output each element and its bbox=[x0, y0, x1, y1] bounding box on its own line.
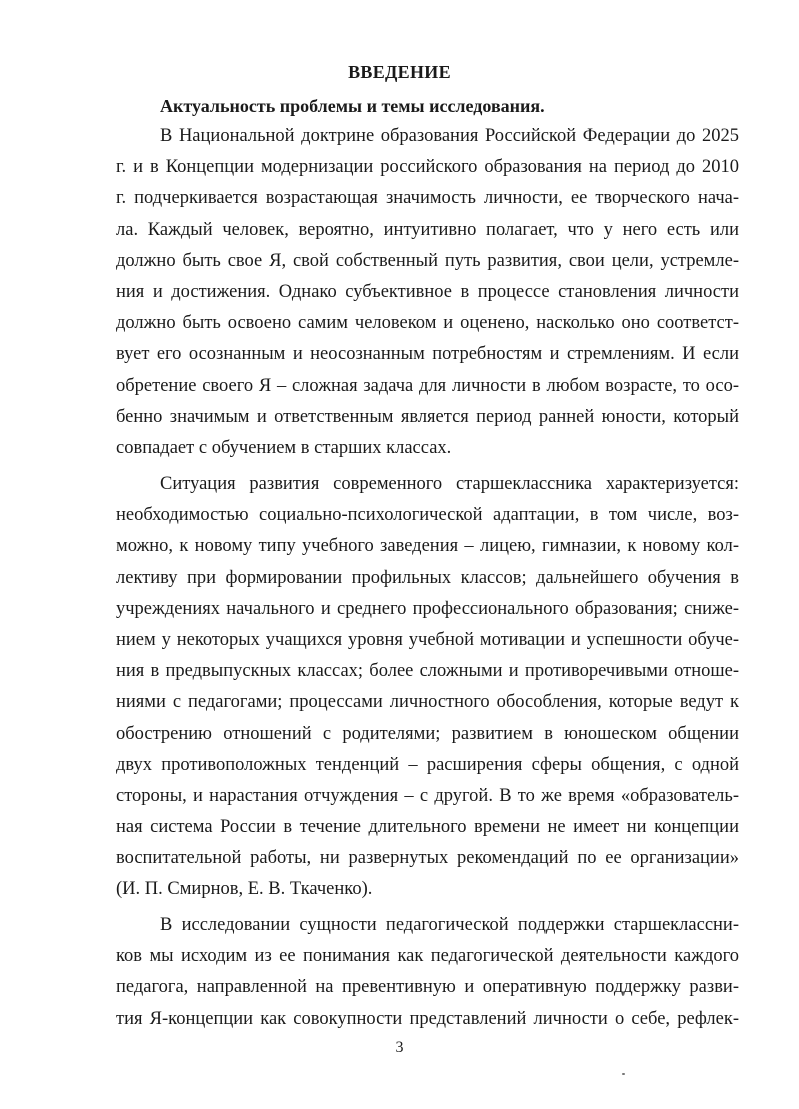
text-line: ния в предвыпускных классах; более сложными и противоречивыми отноше- bbox=[116, 661, 739, 682]
text-line: г. подчеркивается возрастающая значимость личности, ее творческого нача- bbox=[116, 188, 739, 209]
page-number: 3 bbox=[395, 1039, 404, 1056]
text-line: ния и достижения. Однако субъективное в процессе становления личности bbox=[116, 281, 739, 302]
text-line: необходимостью социально-психологической адаптации, в том числе, воз- bbox=[116, 505, 739, 526]
section-subtitle: Актуальность проблемы и темы исследования. bbox=[160, 96, 545, 116]
text-line: Ситуация развития современного старшеклассника характеризуется: bbox=[160, 474, 739, 494]
text-line: педагога, направленной на превентивную и оперативную поддержку разви- bbox=[116, 977, 739, 998]
text-line: ков мы исходим из ее понимания как педагогической деятельности каждого bbox=[116, 946, 739, 967]
section-title: ВВЕДЕНИЕ bbox=[348, 62, 451, 82]
text-line: вует его осознанным и неосознанным потребностям и стремлениям. И если bbox=[116, 344, 739, 365]
text-line: ная система России в течение длительного времени не имеет ни концепции bbox=[116, 817, 739, 838]
text-line: совпадает с обучением в старших классах. bbox=[116, 437, 452, 458]
text-line: (И. П. Смирнов, Е. В. Ткаченко). bbox=[116, 879, 373, 900]
text-line: воспитательной работы, ни развернутых рекомендаций по ее организации» bbox=[116, 848, 739, 869]
text-line: стороны, и нарастания отчуждения – с другой. В то же время «образователь- bbox=[116, 785, 739, 806]
text-line: обретение своего Я – сложная задача для личности в любом возрасте, то осо- bbox=[116, 375, 739, 396]
text-line: должно быть освоено самим человеком и оценено, насколько оно соответст- bbox=[116, 313, 739, 334]
text-line: обострению отношений с родителями; развитием в юношеском общении bbox=[116, 723, 739, 744]
text-line: В исследовании сущности педагогической поддержки старшеклассни- bbox=[160, 915, 739, 935]
paragraph-1 bbox=[116, 121, 739, 464]
paragraph-2 bbox=[116, 469, 739, 906]
scan-speck bbox=[622, 1073, 625, 1075]
text-line: г. и в Концепции модернизации российского образования на период до 2010 bbox=[116, 157, 739, 178]
paragraph-3 bbox=[116, 910, 739, 1035]
text-line: ниями с педагогами; процессами личностного обособления, которые ведут к bbox=[116, 692, 739, 713]
text-line: можно, к новому типу учебного заведения – лицею, гимназии, к новому кол- bbox=[116, 536, 739, 557]
text-line: нием у некоторых учащихся уровня учебной мотивации и успешности обуче- bbox=[116, 629, 739, 650]
text-line: бенно значимым и ответственным является период ранней юности, который bbox=[116, 406, 739, 427]
text-line: учреждениях начального и среднего профессионального образования; сниже- bbox=[116, 598, 739, 619]
text-line: тия Я-концепции как совокупности представлений личности о себе, рефлек- bbox=[116, 1008, 739, 1029]
text-line: должно быть свое Я, свой собственный путь развития, свои цели, устремле- bbox=[116, 250, 739, 271]
text-line: В Национальной доктрине образования Российской Федерации до 2025 bbox=[160, 126, 739, 146]
text-line: двух противоположных тенденций – расширения сферы общения, с одной bbox=[116, 754, 739, 775]
text-line: лективу при формировании профильных классов; дальнейшего обучения в bbox=[116, 567, 739, 588]
text-line: ла. Каждый человек, вероятно, интуитивно полагает, что у него есть или bbox=[116, 219, 739, 240]
